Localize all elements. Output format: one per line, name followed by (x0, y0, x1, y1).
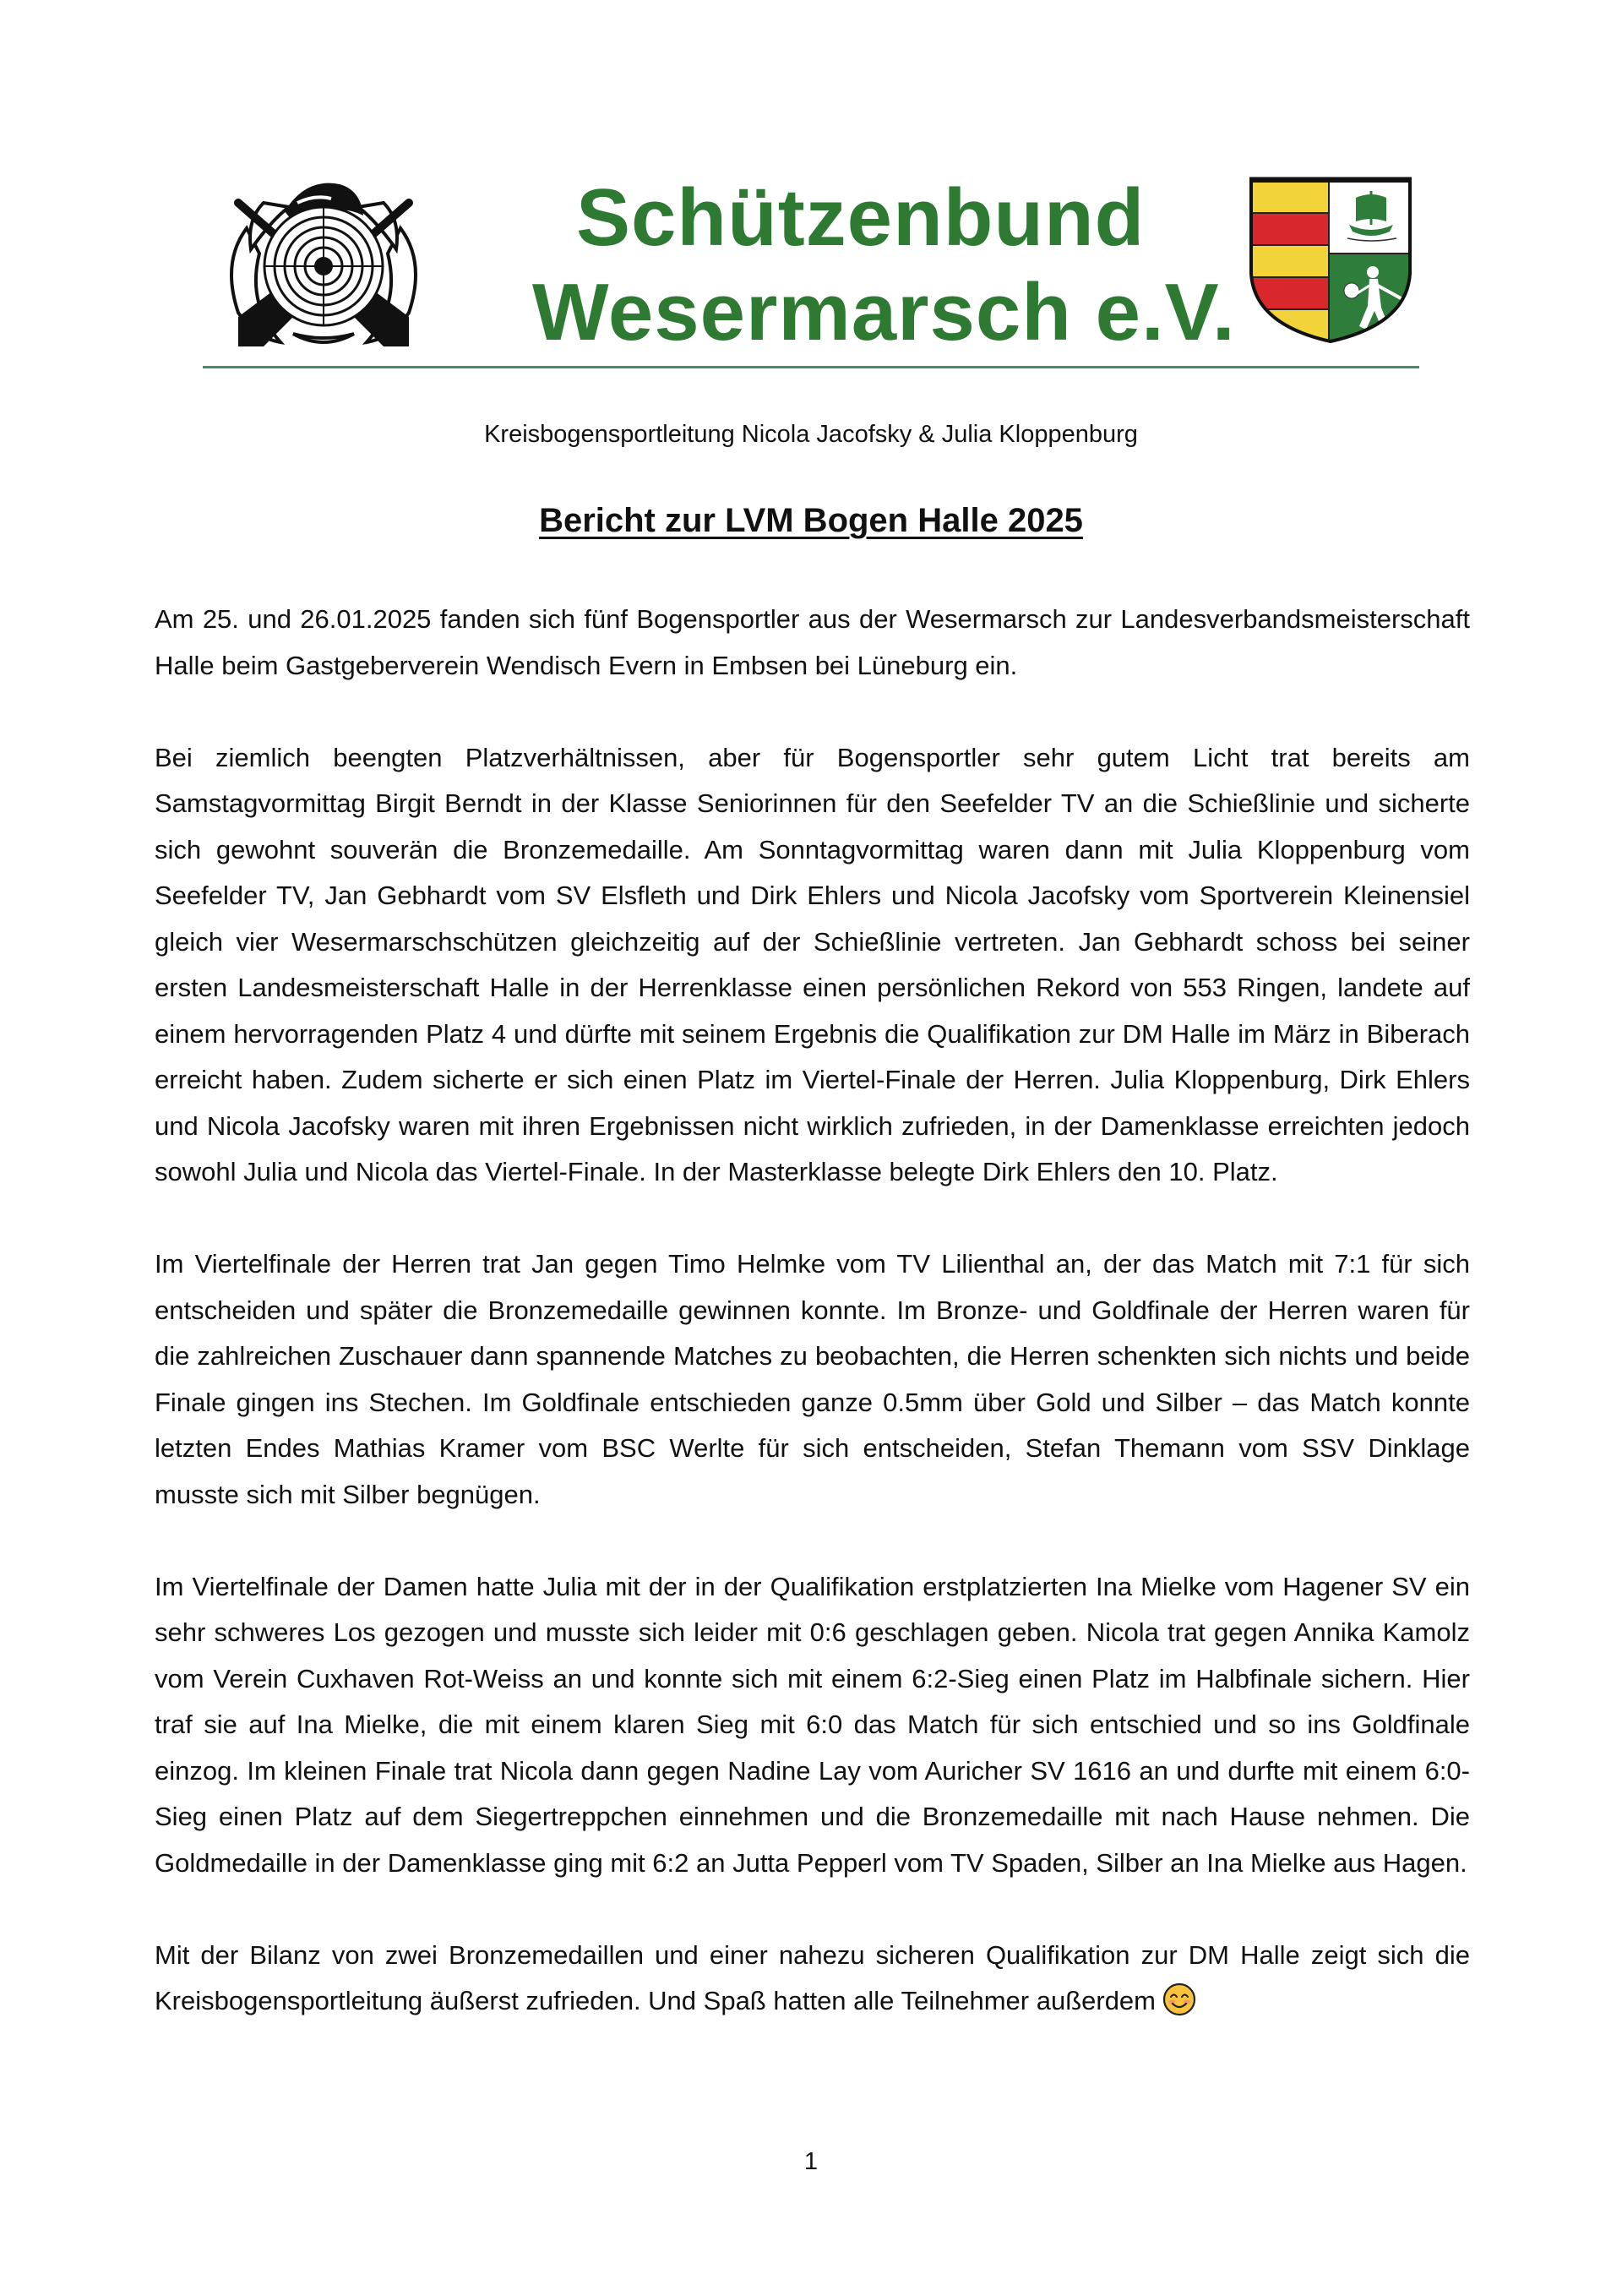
smiling-face-icon (1162, 1982, 1196, 2016)
report-body (155, 597, 1470, 2025)
document-subtitle: Kreisbogensportleitung Nicola Jacofsky & Julia Kloppenburg (484, 421, 1138, 448)
header-divider (203, 366, 1419, 368)
page-title-text: Bericht zur LVM Bogen Halle 2025 (539, 502, 1083, 539)
wesermarsch-coat-of-arms-icon (1246, 172, 1415, 346)
paragraph-intro: Am 25. und 26.01.2025 fanden sich fünf Bogensportler aus der Wesermarsch zur Landesverbandsmeisterschaft Halle beim Gastgeberverein Wendisch Evern in Embsen bei Lüneburg ein. (155, 604, 1470, 680)
org-name-line1: Schützenbund (576, 172, 1146, 263)
paragraph-summary-text: Mit der Bilanz von zwei Bronzemedaillen und einer nahezu sicheren Qualifikation zur DM Halle zeigt sich die Kreisbogensportleitung äußerst zufrieden. Und Spaß hatten alle Teilnehmer außerdem (155, 1939, 1470, 2015)
target-crossed-rifles-emblem-icon (213, 169, 434, 355)
paragraph-qualification: Bei ziemlich beengten Platzverhältnissen, aber für Bogensportler sehr gutem Licht trat bereits am Samstagvormittag Birgit Berndt in der Klasse Seniorinnen für den Seefelder TV an die Schießlinie und sicherte sich gewohnt souverän die Bronzemedaille. Am Sonntagvormittag waren dann mit Julia Kloppenburg vom Seefelder TV, Jan Gebhardt vom SV Elsfleth und Dirk Ehlers und Nicola Jacofsky vom Sportverein Kleinensiel gleich vier Wesermarschschützen gleichzeitig auf der Schießlinie vertreten. Jan Gebhardt schoss bei seiner ersten Landesmeisterschaft Halle in der Herrenklasse einen persönlichen Rekord von 553 Ringen, landete auf einem hervorragenden Platz 4 und dürfte mit seinem Ergebnis die Qualifikation zur DM Halle im März in Biberach erreicht haben. Zudem sicherte er sich einen Platz im Viertel-Finale der Herren. Julia Kloppenburg, Dirk Ehlers und Nicola Jacofsky waren mit ihren Ergebnissen nicht wirklich zufrieden, in der Damenklasse erreichten jedoch sowohl Julia und Nicola das Viertel-Finale. In der Masterklasse belegte Dirk Ehlers den 10. Platz. (155, 742, 1470, 1186)
letterhead (203, 161, 1419, 372)
paragraph-summary (155, 1933, 1470, 2025)
paragraph-herren-finals: Im Viertelfinale der Herren trat Jan gegen Timo Helmke vom TV Lilienthal an, der das Match mit 7:1 für sich entscheiden und später die Bronzemedaille gewinnen konnte. Im Bronze- und Goldfinale der Herren waren für die zahlreichen Zuschauer dann spannende Matches zu beobachten, die Herren schenkten sich nichts und beide Finale gingen ins Stechen. Im Goldfinale entschieden ganze 0.5mm über Gold und Silber – das Match konnte letzten Endes Mathias Kramer vom BSC Werlte für sich entscheiden, Stefan Themann vom SSV Dinklage musste sich mit Silber begnügen. (155, 1249, 1470, 1509)
paragraph-damen-finals: Im Viertelfinale der Damen hatte Julia mit der in der Qualifikation erstplatzierten Ina Mielke vom Hagener SV ein sehr schweres Los gezogen und musste sich leider mit 0:6 geschlagen geben. Nicola trat gegen Annika Kamolz vom Verein Cuxhaven Rot-Weiss an und konnte sich mit einem 6:2-Sieg einen Platz im Halbfinale sichern. Hier traf sie auf Ina Mielke, die mit einem klaren Sieg mit 6:0 das Match für sich entschied und so ins Goldfinale einzog. Im kleinen Finale trat Nicola dann gegen Nadine Lay vom Auricher SV 1616 an und durfte mit einem 6:0-Sieg einen Platz auf dem Siegertreppchen einnehmen und die Bronzemedaille mit nach Hause nehmen. Die Goldmedaille in der Damenklasse ging mit 6:2 an Jutta Pepperl vom TV Spaden, Silber an Ina Mielke aus Hagen. (155, 1571, 1470, 1878)
page-title (0, 499, 1622, 543)
page-number: 1 (803, 2148, 819, 2175)
org-name-line2: Wesermarsch e.V. (532, 267, 1236, 357)
